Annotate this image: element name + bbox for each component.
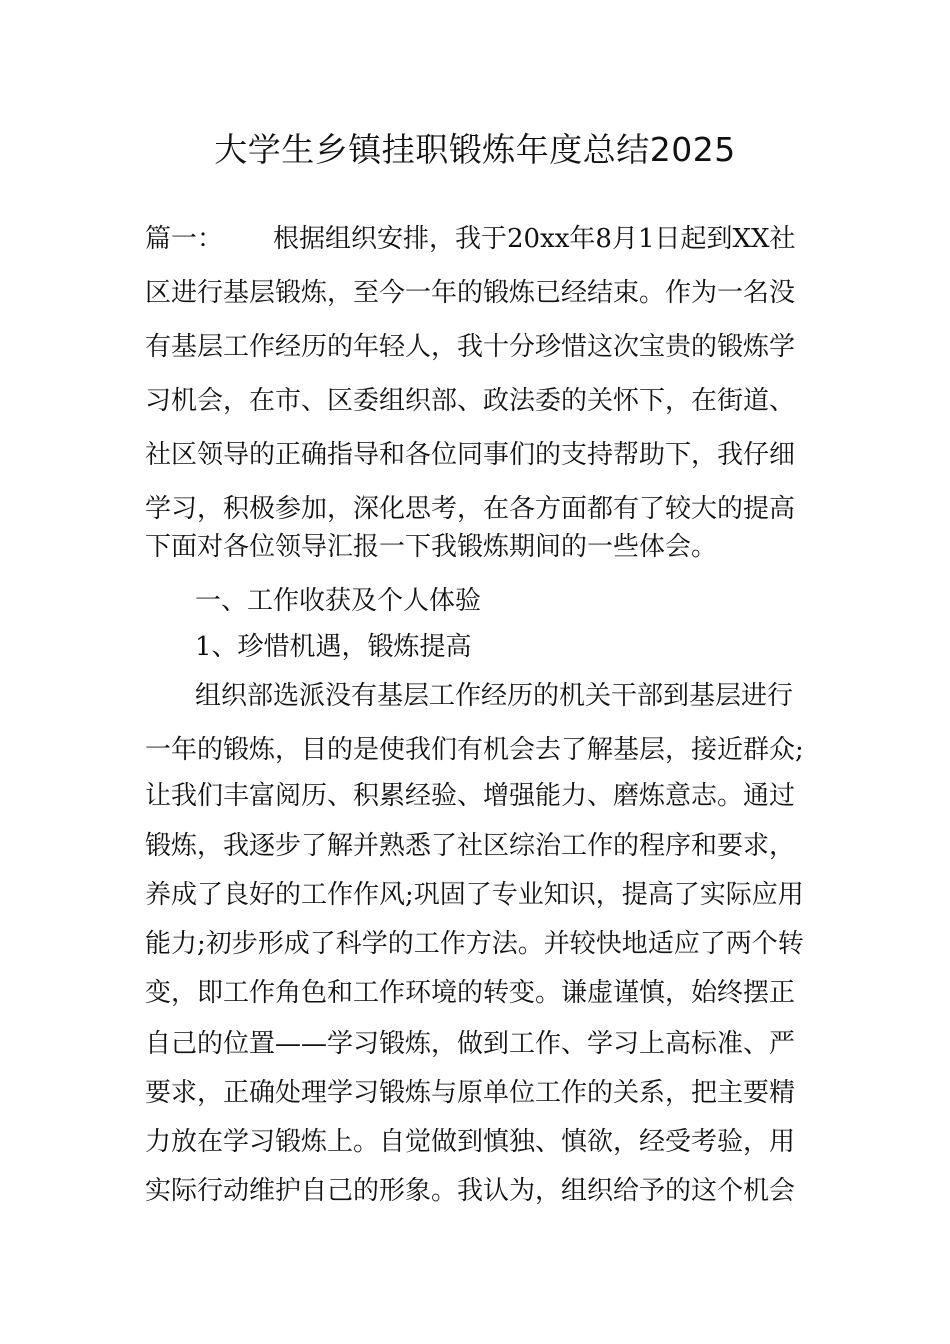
paragraph-line: 让我们丰富阅历、积累经验、增强能力、磨炼意志。通过 bbox=[145, 781, 796, 811]
paragraph-line: 社区领导的正确指导和各位同事们的支持帮助下，我仔细 bbox=[145, 440, 796, 470]
paragraph-line-text: 根据组织安排，我于20xx年8月1日起到XX社 bbox=[273, 224, 796, 254]
subsection-heading: 1、珍惜机遇，锻炼提高 bbox=[195, 632, 472, 662]
paragraph-line: 力放在学习锻炼上。自觉做到慎独、慎欲，经受考验，用 bbox=[145, 1127, 796, 1157]
paragraph-line: 学习，积极参加，深化思考，在各方面都有了较大的提高 bbox=[145, 494, 796, 524]
paragraph-line: 变，即工作角色和工作环境的转变。谦虚谨慎，始终摆正 bbox=[145, 978, 796, 1008]
paragraph-line: 自己的位置——学习锻炼，做到工作、学习上高标准、严 bbox=[145, 1029, 796, 1059]
paragraph-line: 要求，正确处理学习锻炼与原单位工作的关系，把主要精 bbox=[145, 1078, 796, 1108]
paragraph-line: 一年的锻炼，目的是使我们有机会去了解基层，接近群众; bbox=[145, 735, 804, 765]
paragraph-line: 组织部选派没有基层工作经历的机关干部到基层进行 bbox=[195, 681, 794, 711]
paragraph-line: 实际行动维护自己的形象。我认为，组织给予的这个机会 bbox=[145, 1176, 796, 1206]
paragraph-line: 能力;初步形成了科学的工作方法。并较快地适应了两个转 bbox=[145, 929, 804, 959]
paragraph-line: 养成了良好的工作作风;巩固了专业知识，提高了实际应用 bbox=[145, 880, 804, 910]
paragraph-line: 下面对各位领导汇报一下我锻炼期间的一些体会。 bbox=[145, 532, 718, 562]
paragraph-line: 有基层工作经历的年轻人，我十分珍惜这次宝贵的锻炼学 bbox=[145, 332, 796, 362]
paragraph-line: 锻炼，我逐步了解并熟悉了社区综治工作的程序和要求， bbox=[145, 831, 796, 861]
paragraph-line bbox=[145, 219, 810, 259]
section-label: 篇一： bbox=[145, 224, 224, 254]
document-title: 大学生乡镇挂职锻炼年度总结2025 bbox=[214, 130, 736, 169]
paragraph-line: 习机会，在市、区委组织部、政法委的关怀下，在街道、 bbox=[145, 386, 796, 416]
paragraph-line: 区进行基层锻炼，至今一年的锻炼已经结束。作为一名没 bbox=[145, 278, 796, 308]
section-heading: 一、工作收获及个人体验 bbox=[195, 586, 482, 616]
